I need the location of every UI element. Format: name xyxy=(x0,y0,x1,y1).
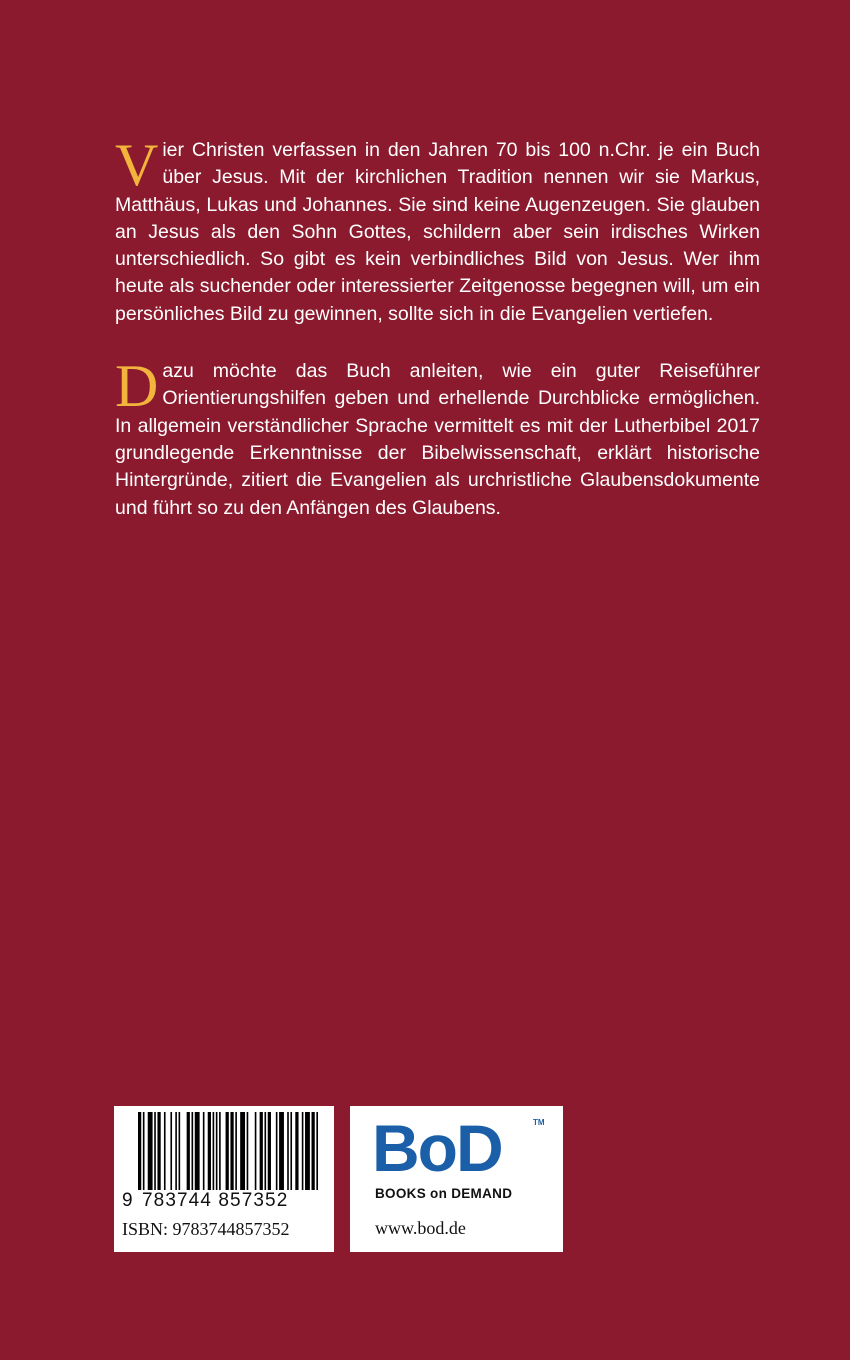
barcode-first-digit: 9 xyxy=(122,1190,134,1211)
blurb-paragraph-1 xyxy=(115,132,760,328)
publisher-logo-box xyxy=(350,1106,563,1252)
dropcap-d: D xyxy=(115,353,159,420)
barcode-image xyxy=(138,1112,318,1190)
isbn-label: ISBN: 9783744857352 xyxy=(122,1219,290,1239)
blurb-paragraph-1-text: ier Christen verfassen in den Jahren 70 bis 100 n.Chr. je ein Buch über Jesus. Mit der kirchlichen Tradition nennen wir sie Markus, Matthäus, Lukas und Johannes. Sie sind keine Augenzeugen. Sie glauben an Jesus als den Sohn Gottes, schildern aber sein irdisches Wirken unterschiedlich. So gibt es kein verbindliches Bild von Jesus. Wer ihm heute als suchender oder interessierter Zeitgenosse begegnen will, um ein persönliches Bild zu gewinnen, sollte sich in die Evangelien vertiefen. xyxy=(115,139,760,325)
barcode-rest-digits: 783744 857352 xyxy=(142,1190,289,1211)
publisher-url: www.bod.de xyxy=(375,1218,466,1238)
blurb-paragraph-2 xyxy=(115,353,760,522)
dropcap-v: V xyxy=(115,132,159,198)
back-cover-blurb xyxy=(115,132,760,552)
blurb-paragraph-2-text: azu möchte das Buch anleiten, wie ein guter Reiseführer Orientierungshilfen geben und erhellende Durchblicke ermöglichen. In allgemein verständlicher Sprache vermittelt es mit der Lutherbibel 2017 grundlegende Erkenntnisse der Bibelwissenschaft, erklärt historische Hintergründe, zitiert die Evangelien als urchristliche Glaubensdokumente und führt so zu den Anfängen des Glaubens. xyxy=(115,360,760,519)
trademark-mark: TM xyxy=(533,1118,545,1127)
bod-logo: BoD xyxy=(372,1111,502,1185)
isbn-barcode-box xyxy=(114,1106,334,1252)
publisher-tagline: BOOKS on DEMAND xyxy=(375,1186,513,1201)
